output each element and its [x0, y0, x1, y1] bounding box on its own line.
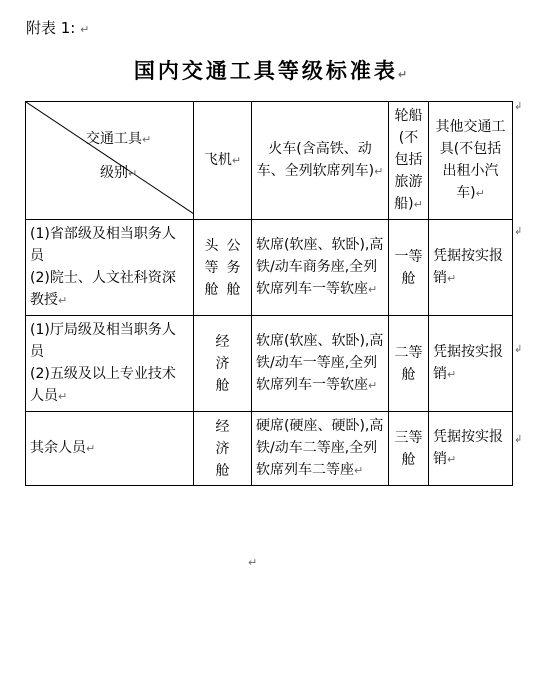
row-end-mark: ↲ [514, 434, 523, 445]
plane-cell [194, 412, 252, 486]
corner-header-cell [26, 102, 194, 220]
column-header-train: 火车(含高铁、动车、全列软席列车)↵ [252, 102, 389, 220]
rank-header-label: 级别↵ [100, 165, 138, 181]
row-end-mark: ↲ [514, 344, 523, 355]
diagonal-line [26, 102, 194, 214]
transport-standard-table [25, 101, 513, 486]
table-row [26, 316, 513, 412]
column-header-ship: 轮船(不包括旅游船)↵ [389, 102, 429, 220]
ship-cell: 二等舱 [389, 316, 429, 412]
row-end-mark: ↲ [514, 101, 523, 112]
rank-cell [26, 220, 194, 316]
ship-cell: 三等舱 [389, 412, 429, 486]
other-cell: 凭据按实报销↵ [429, 220, 513, 316]
train-cell: 软席(软座、软卧),高铁/动车一等座,全列软席列车一等软座↵ [252, 316, 389, 412]
paragraph-mark: ↵ [248, 556, 258, 569]
other-cell: 凭据按实报销↵ [429, 412, 513, 486]
table-row [26, 412, 513, 486]
plane-class: 公务舱 [226, 237, 241, 298]
rank-line: (2)五级及以上专业技术人员↵ [30, 366, 176, 404]
appendix-label: 附表 1: ↵ [26, 19, 90, 37]
rank-line: (1)厅局级及相当职务人员 [30, 322, 176, 360]
train-cell: 软席(软座、软卧),高铁/动车商务座,全列软席列车一等软座↵ [252, 220, 389, 316]
rank-line: (2)院士、人文社科资深教授↵ [30, 270, 176, 308]
plane-class: 经济舱 [215, 333, 230, 394]
plane-cell [194, 316, 252, 412]
train-cell: 硬席(硬座、硬卧),高铁/动车二等座,全列软席列车二等座↵ [252, 412, 389, 486]
rank-cell [26, 316, 194, 412]
table-header-row [26, 102, 513, 220]
rank-cell: 其余人员↵ [26, 412, 194, 486]
plane-class: 经济舱 [215, 418, 230, 479]
plane-cell [194, 220, 252, 316]
table-row [26, 220, 513, 316]
rank-line: (1)省部级及相当职务人员 [30, 226, 176, 264]
column-header-plane: 飞机↵ [194, 102, 252, 220]
other-cell: 凭据按实报销↵ [429, 316, 513, 412]
row-end-mark: ↲ [514, 226, 523, 237]
transport-header-label: 交通工具↵ [86, 131, 152, 147]
plane-class: 头等舱 [204, 237, 219, 298]
page-title: 国内交通工具等级标准表↵ [133, 59, 411, 83]
column-header-other: 其他交通工具(不包括出租小汽车)↵ [429, 102, 513, 220]
ship-cell: 一等舱 [389, 220, 429, 316]
